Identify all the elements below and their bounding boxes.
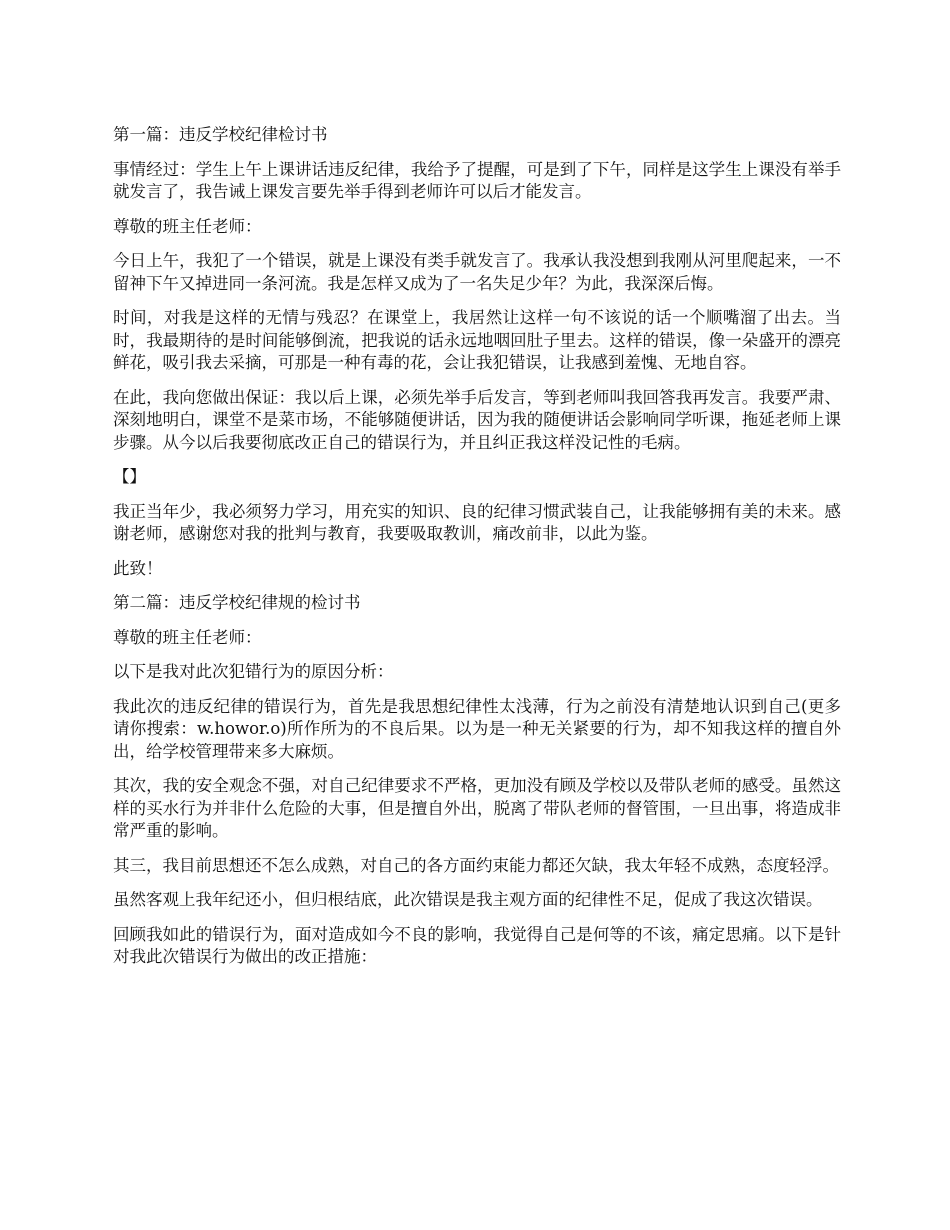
- paragraph: 回顾我如此的错误行为，面对造成如今不良的影响，我觉得自己是何等的不该，痛定思痛。以下是针对我此次错误行为做出的改正措施：: [113, 924, 841, 966]
- paragraph: 以下是我对此次犯错行为的原因分析：: [113, 662, 394, 681]
- paragraph: 时间，对我是这样的无情与残忍？在课堂上，我居然让这样一句不该说的话一个顺嘴溜了出去。当时，我最期待的是时间能够倒流，把我说的话永远地咽回肚子里去。这样的错误，像一朵盛开的漂亮鲜花，吸引我去采摘，可那是一种有毒的花，会让我犯错误，让我感到羞愧、无地自容。: [113, 308, 841, 372]
- paragraph: 其次，我的安全观念不强，对自己纪律要求不严格，更加没有顾及学校以及带队老师的感受。虽然这样的买水行为并非什么危险的大事，但是擅自外出，脱离了带队老师的督管围，一旦出事，将造成非常严重的影响。: [113, 776, 841, 840]
- paragraph: 我正当年少，我必须努力学习，用充实的知识、良的纪律习惯武装自己，让我能够拥有美的未来。感谢老师，感谢您对我的批判与教育，我要吸取教训，痛改前非，以此为鉴。: [113, 501, 841, 543]
- paragraph: 我此次的违反纪律的错误行为，首先是我思想纪律性太浅薄，行为之前没有清楚地认识到自己(更多请你搜索：w.howor.o)所作所为的不良后果。以为是一种无关紧要的行为，却不知我这样的擅自外出，给学校管理带来多大麻烦。: [113, 696, 841, 761]
- bracket-marker: 【】: [113, 467, 146, 486]
- paragraph: 虽然客观上我年纪还小，但归根结底，此次错误是我主观方面的纪律性不足，促成了我这次错误。: [113, 890, 823, 909]
- salutation: 尊敬的班主任老师：: [113, 216, 262, 236]
- document-heading-2: 第二篇：违反学校纪律规的检讨书: [113, 593, 361, 612]
- closing: 此致！: [113, 558, 163, 578]
- paragraph: 其三，我目前思想还不怎么成熟，对自己的各方面约束能力都还欠缺，我太年轻不成熟，态度轻浮。: [113, 855, 839, 875]
- document-heading-1: 第一篇：违反学校纪律检讨书: [113, 125, 328, 144]
- paragraph: 在此，我向您做出保证：我以后上课，必须先举手后发言，等到老师叫我回答我再发言。我要严肃、深刻地明白，课堂不是菜市场，不能够随便讲话，因为我的随便讲话会影响同学听课，拖延老师上课步骤。从今以后我要彻底改正自己的错误行为，并且纠正我这样没记性的毛病。: [113, 387, 841, 452]
- salutation: 尊敬的班主任老师：: [113, 627, 262, 647]
- paragraph: 事情经过：学生上午上课讲话违反纪律，我给予了提醒，可是到了下午，同样是这学生上课没有举手就发言了，我告诫上课发言要先举手得到老师许可以后才能发言。: [113, 159, 841, 201]
- paragraph: 今日上午，我犯了一个错误，就是上课没有类手就发言了。我承认我没想到我刚从河里爬起来，一不留神下午又掉进同一条河流。我是怎样又成为了一名失足少年？为此，我深深后悔。: [113, 251, 841, 293]
- document-page: [113, 124, 841, 981]
